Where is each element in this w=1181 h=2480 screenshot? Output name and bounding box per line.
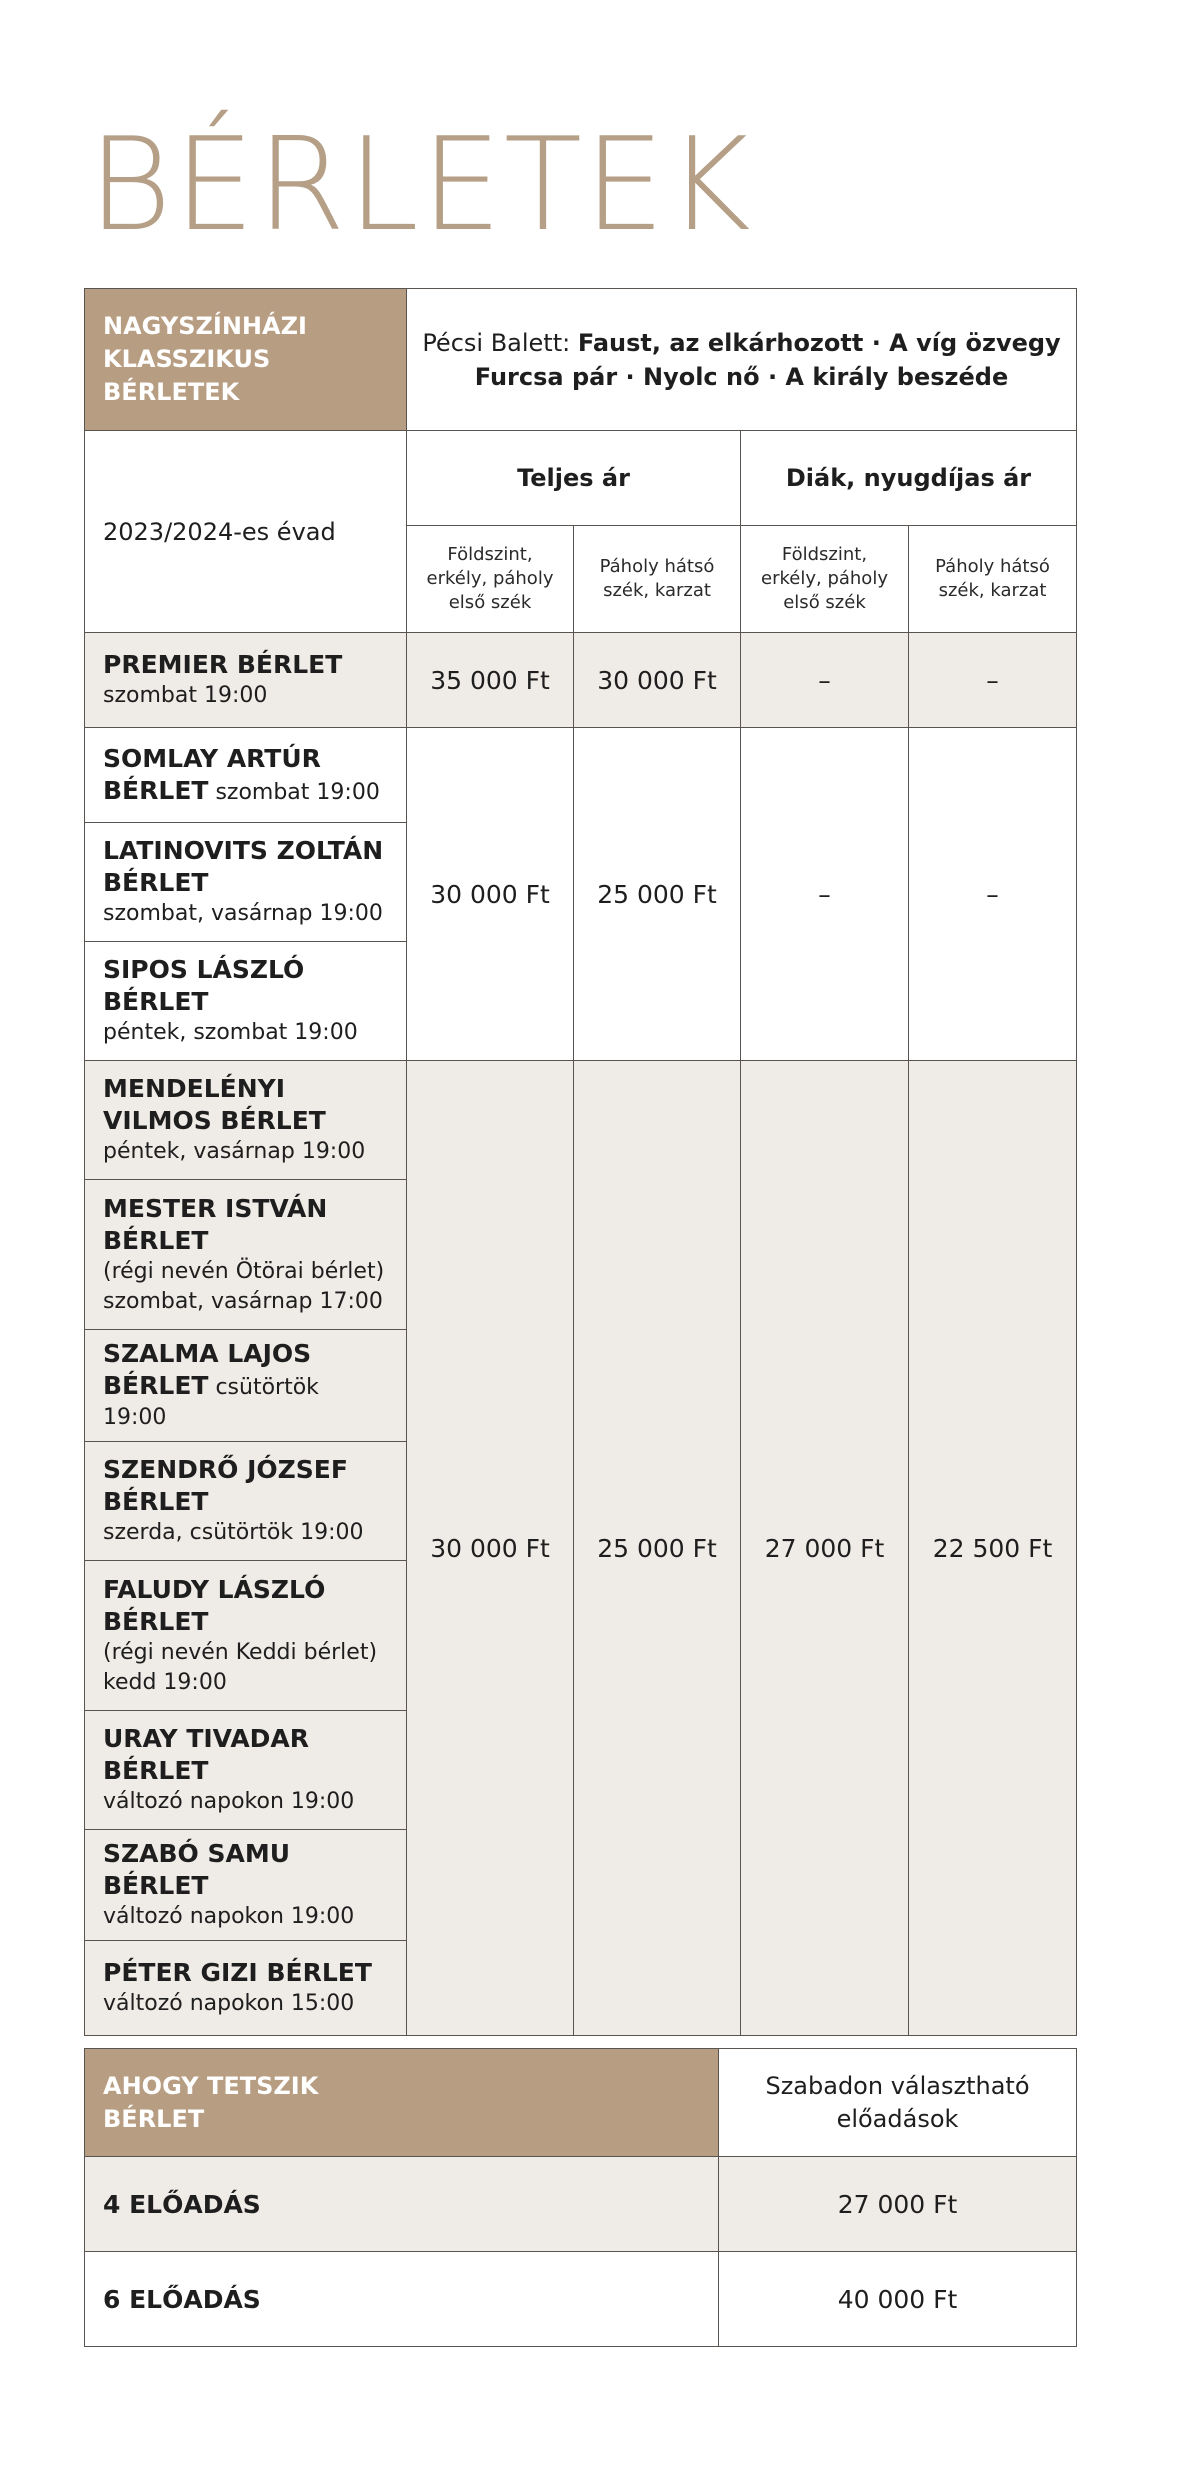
option-price: 27 000 Ft <box>719 2157 1077 2252</box>
season-label: 2023/2024-es évad <box>85 431 407 633</box>
table-row <box>85 1061 1077 1180</box>
price-cell: 35 000 Ft <box>407 633 574 728</box>
table-row <box>85 728 1077 823</box>
price-cell: 22 500 Ft <box>909 1061 1077 2036</box>
price-cell: 25 000 Ft <box>574 728 741 1061</box>
disc-box-subheader: Páholy hátsó szék, karzat <box>909 526 1077 633</box>
pass-name-cell: SOMLAY ARTÚR BÉRLET szombat 19:00 <box>85 728 407 823</box>
pass-name-cell: PREMIER BÉRLET szombat 19:00 <box>85 633 407 728</box>
discount-price-header: Diák, nyugdíjas ár <box>741 431 1077 526</box>
pass-name-cell: SZABÓ SAMU BÉRLET változó napokon 19:00 <box>85 1830 407 1941</box>
pass-name-cell: SZALMA LAJOS BÉRLET csütörtök 19:00 <box>85 1330 407 1442</box>
price-cell: – <box>741 633 909 728</box>
pass-name-cell: MESTER ISTVÁN BÉRLET (régi nevén Ötörai bérlet) szombat, vasárnap 17:00 <box>85 1180 407 1330</box>
full-ground-subheader: Földszint, erkély, páholy első szék <box>407 526 574 633</box>
price-cell: 30 000 Ft <box>407 1061 574 2036</box>
page-title: BÉRLETEK <box>88 111 753 260</box>
price-cell: 27 000 Ft <box>741 1061 909 2036</box>
price-cell: – <box>909 633 1077 728</box>
price-cell: – <box>741 728 909 1061</box>
price-cell: 30 000 Ft <box>574 633 741 728</box>
full-box-subheader: Páholy hátsó szék, karzat <box>574 526 741 633</box>
full-price-header: Teljes ár <box>407 431 741 526</box>
pass-name-cell: URAY TIVADAR BÉRLET változó napokon 19:00 <box>85 1711 407 1830</box>
pass-name-cell: LATINOVITS ZOLTÁN BÉRLET szombat, vasárnap 19:00 <box>85 823 407 942</box>
table-header-label: NAGYSZÍNHÁZI KLASSZIKUS BÉRLETEK <box>85 289 407 431</box>
classic-passes-table <box>84 288 1077 2036</box>
pass-name-cell: SIPOS LÁSZLÓ BÉRLET péntek, szombat 19:00 <box>85 942 407 1061</box>
table-row <box>85 2157 1077 2252</box>
price-cell: 30 000 Ft <box>407 728 574 1061</box>
option-label: 4 ELŐADÁS <box>85 2157 719 2252</box>
show-list: Pécsi Balett: Faust, az elkárhozott · A víg özvegy Furcsa pár · Nyolc nő · A király beszéde <box>407 289 1077 431</box>
option-label: 6 ELŐADÁS <box>85 2252 719 2347</box>
pass-name-cell: PÉTER GIZI BÉRLET változó napokon 15:00 <box>85 1941 407 2036</box>
pass-name-cell: FALUDY LÁSZLÓ BÉRLET (régi nevén Keddi bérlet) kedd 19:00 <box>85 1561 407 1711</box>
disc-ground-subheader: Földszint, erkély, páholy első szék <box>741 526 909 633</box>
price-cell: 25 000 Ft <box>574 1061 741 2036</box>
pass-name-cell: SZENDRŐ JÓZSEF BÉRLET szerda, csütörtök 19:00 <box>85 1442 407 1561</box>
price-cell: – <box>909 728 1077 1061</box>
table-row <box>85 2252 1077 2347</box>
second-table-desc: Szabadon választható előadások <box>719 2049 1077 2157</box>
pass-name-cell: MENDELÉNYI VILMOS BÉRLET péntek, vasárnap 19:00 <box>85 1061 407 1180</box>
option-price: 40 000 Ft <box>719 2252 1077 2347</box>
second-table-label: AHOGY TETSZIK BÉRLET <box>85 2049 719 2157</box>
table-row <box>85 633 1077 728</box>
ahogy-tetszik-table <box>84 2048 1077 2347</box>
